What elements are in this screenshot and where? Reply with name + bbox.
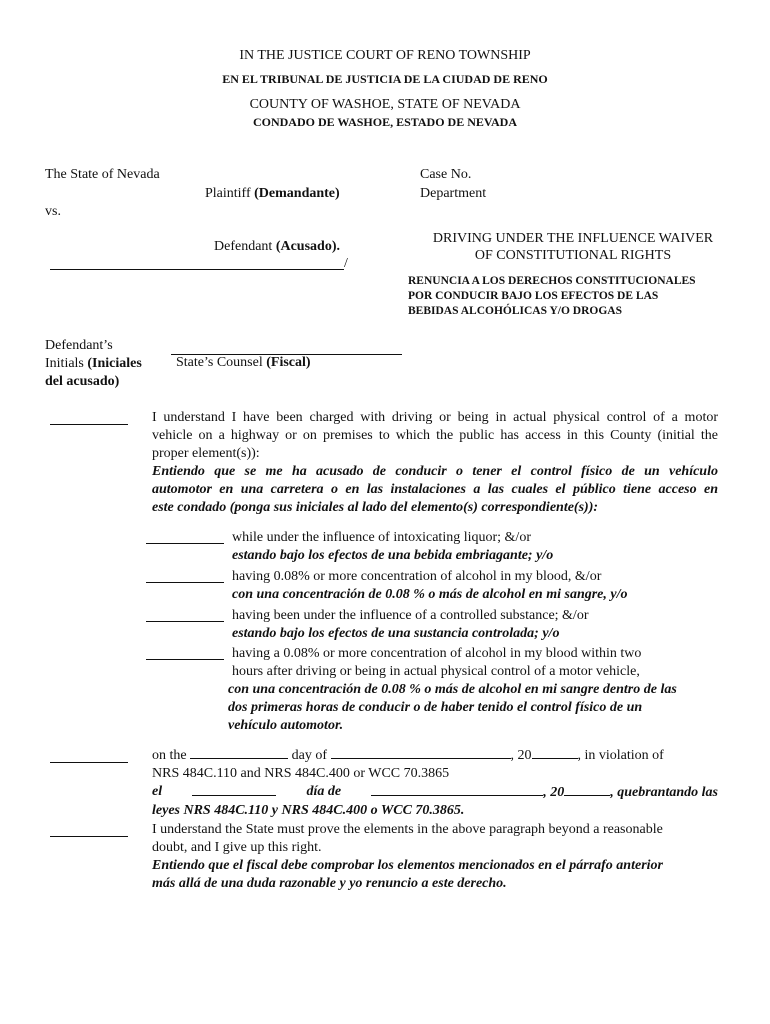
plaintiff-label [205, 186, 340, 202]
month-blank[interactable] [331, 746, 511, 759]
court-title-en: IN THE JUSTICE COURT OF RENO TOWNSHIP [239, 48, 531, 63]
mes-blank[interactable] [371, 783, 543, 796]
defendant-initials-line1: Defendant’s [45, 338, 113, 353]
document-title-es [408, 274, 696, 319]
plaintiff-name: The State of Nevada [45, 167, 160, 182]
defendant-label [214, 239, 340, 255]
defendant-initials-line2: Initials (Iniciales [45, 356, 142, 371]
initials-line-para1[interactable] [50, 424, 128, 425]
year-blank[interactable] [532, 746, 578, 759]
element-two-hours: having a 0.08% or more concentration of alcohol in my blood within two hours after driving or being in actual physical control of a motor vehicle, [232, 646, 642, 679]
county-title-en: COUNTY OF WASHOE, STATE OF NEVADA [249, 97, 521, 112]
date-line-es: el día de , 20 , quebrantando las [152, 784, 718, 800]
case-number-label: Case No. [420, 167, 472, 182]
paragraph-date-violation [152, 746, 718, 820]
defendant-initials-heading [45, 337, 142, 391]
county-title-es: CONDADO DE WASHOE, ESTADO DE NEVADA [252, 115, 518, 129]
initials-line-para3[interactable] [50, 836, 128, 837]
document-title-en [408, 230, 738, 264]
document-title-es-line3: BEBIDAS ALCOHÓLICAS Y/O DROGAS [408, 305, 622, 317]
court-title-es: EN EL TRIBUNAL DE JUSTICIA DE LA CIUDAD DE RENO [222, 72, 548, 86]
dia-blank[interactable] [192, 783, 276, 796]
defendant-initials-line3: del acusado) [45, 374, 120, 389]
initials-line-element4[interactable] [146, 659, 224, 660]
caption-signature-line [50, 269, 344, 270]
element-blood-alcohol: having 0.08% or more concentration of alcohol in my blood, &/or con una concentración de 0.08 % o más de alcohol en mi sangre, y/o [232, 569, 628, 602]
versus-text: vs. [45, 204, 61, 219]
day-blank[interactable] [190, 746, 288, 759]
department-label: Department [420, 186, 487, 201]
statute-es: leyes NRS 484C.110 y NRS 484C.400 o WCC 70.3865. [152, 803, 465, 818]
document-title-es-line1: RENUNCIA A LOS DERECHOS CONSTITUCIONALES [408, 275, 696, 287]
ano-blank[interactable] [564, 783, 610, 796]
initials-line-para2[interactable] [50, 762, 128, 763]
defendant-label-es: (Acusado). [275, 239, 340, 254]
element-controlled-substance: having been under the influence of a controlled substance; &/or estando bajo los efectos de una sustancia controlada; y/o [232, 608, 589, 641]
document-title-en-line2: OF CONSTITUTIONAL RIGHTS [474, 248, 672, 263]
caption-slash: / [344, 256, 348, 271]
document-title-en-line1: DRIVING UNDER THE INFLUENCE WAIVER [432, 231, 714, 246]
state-counsel-label: State’s Counsel (Fiscal) [176, 355, 311, 370]
document-title-es-line2: POR CONDUCIR BAJO LOS EFECTOS DE LAS [408, 290, 659, 302]
defendant-label-en: Defendant [214, 239, 273, 254]
initials-line-element2[interactable] [146, 582, 224, 583]
statute-en: NRS 484C.110 and NRS 484C.400 or WCC 70.3865 [152, 766, 450, 781]
element-liquor: while under the influence of intoxicating liquor; &/or estando bajo los efectos de una bebida embriagante; y/o [232, 530, 554, 563]
plaintiff-label-es: (Demandante) [254, 186, 340, 201]
initials-line-element3[interactable] [146, 621, 224, 622]
initials-line-element1[interactable] [146, 543, 224, 544]
element-two-hours-es: con una concentración de 0.08 % o más de alcohol en mi sangre dentro de las dos primeras horas de conducir o de haber tenido el control físico de un vehículo automotor. [228, 682, 677, 733]
paragraph-burden-of-proof: I understand the State must prove the elements in the above paragraph beyond a reasonable doubt, and I give up this right. Entiendo que el fiscal debe comprobar los elementos mencionados en el párrafo anterior más allá de una duda razonable y yo renuncio a este derecho. [152, 822, 663, 891]
plaintiff-label-en: Plaintiff [205, 186, 251, 201]
date-line-en: on the day of , 20 , in violation of [152, 748, 664, 763]
paragraph-charge: I understand I have been charged with driving or being in actual physical control of a motor vehicle on a highway or on premises to which the public has access in this County (initial the proper element(s)): Entiendo que se me ha acusado de conducir o tener el control físico de un vehículo automotor en una carretera o en las instalaciones a las cuales el público tiene acceso en este condado (ponga sus iniciales al lado del elemento(s) correspondiente(s)): [152, 410, 718, 515]
